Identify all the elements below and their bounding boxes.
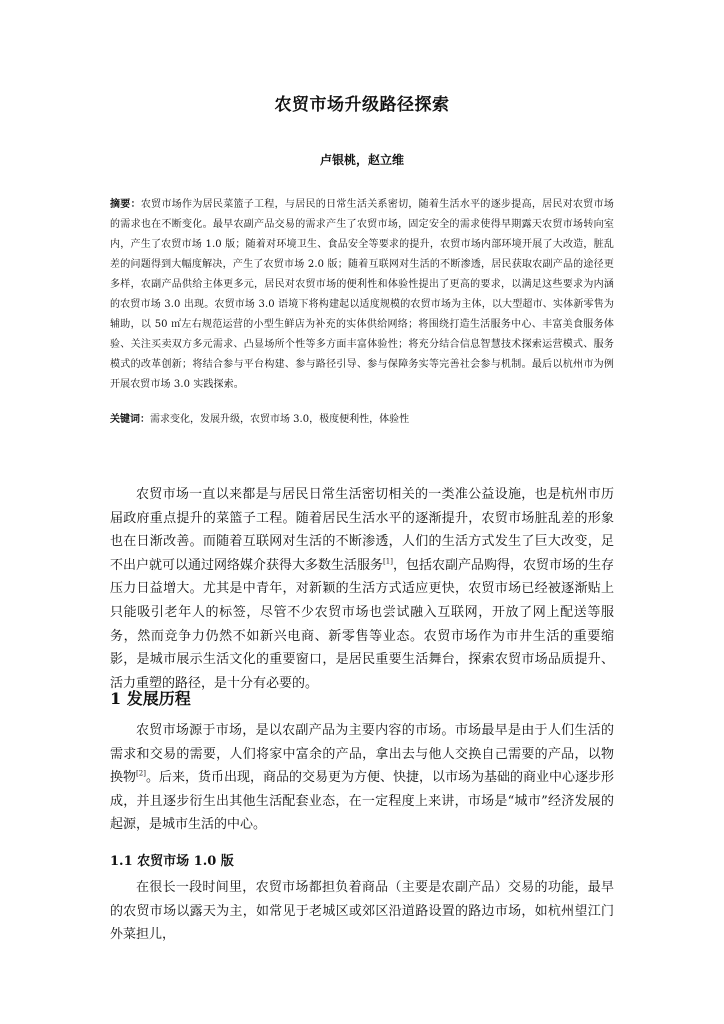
intro-text-part2: ，包括农副产品购得，农贸市场的生存压力日益增大。尤其是中青年，对新颖的生活方式适应更快，农贸市场已经被逐渐贴上只能吸引老年人的标签，尽管不少农贸市场也尝试融入互联网，开放了网上配送等服务，然而竞争力仍然不如新兴电商、新零售等业态。农贸市场作为市井生活的重要缩影，是城市展示生活文化的重要窗口，是居民重要生活舞台，探索农贸市场品质提升、活力重塑的路径，是十分有必要的。 [110, 557, 614, 691]
paper-title: 农贸市场升级路径探索 [274, 95, 450, 115]
section1-body [110, 719, 614, 837]
section1-text-part1: 农贸市场源于市场，是以农副产品为主要内容的市场。市场最早是由于人们生活的需求和交易的需要，人们将家中富余的产品，拿出去与他人交换自己需要的产品，以物换物 [110, 723, 614, 786]
subsection-1-1-body [110, 876, 614, 947]
citation-ref: [2] [136, 769, 146, 778]
abstract-text: 农贸市场作为居民菜篮子工程，与居民的日常生活关系密切，随着生活水平的逐步提高，居民对农贸市场的需求也在不断变化。最早农副产品交易的需求产生了农贸市场，固定安全的需求使得早期露天农贸市场转向室内，产生了农贸市场 1.0 版；随着对环境卫生、食品安全等要求的提升，农贸市场内部环境开展了大改造，脏乱差的问题得到大幅度解决，产生了农贸市场 2.0 版；随着互联网对生活的不断渗透，居民获取农副产品的途径更多样，农副产品供给主体更多元，居民对农贸市场的便利性和体验性提出了更高的要求，以满足这些要求为内涵的农贸市场 3.0 出现。农贸市场 3.0 语境下将构建起以适度规模的农贸市场为主体，以大型超市、实体新零售为辅助，以 50 ㎡左右规范运营的小型生鲜店为补充的实体供给网络；将围绕打造生活服务中心、丰富美食服务体验、关注买卖双方多元需求、凸显场所个性等多方面丰富体验性；将充分结合信息智慧技术探索运营模式、服务模式的改革创新；将结合参与平台构建、参与路径引导、参与保障务实等完善社会参与机制。最后以杭州市为例开展农贸市场 3.0 实践探索。 [110, 199, 614, 390]
intro-paragraph [110, 483, 614, 695]
keywords [110, 410, 614, 430]
subsection-heading-market-1-0: 1.1 农贸市场 1.0 版 [110, 854, 234, 869]
paper-authors: 卢银桃，赵立维 [319, 153, 404, 167]
keywords-text: 需求变化，发展升级，农贸市场 3.0，极度便利性，体验性 [150, 414, 410, 425]
section1-text-part2: 。后来，货币出现，商品的交易更为方便、快捷，以市场为基础的商业中心逐步形成，并且逐步衍生出其他生活配套业态，在一定程度上来讲，市场是“城市”经济发展的起源，是城市生活的中心。 [110, 770, 614, 833]
subsection-1-1-paragraph: 在很长一段时间里，农贸市场都担负着商品（主要是农副产品）交易的功能，最早的农贸市场以露天为主，如常见于老城区或郊区沿道路设置的路边市场，如杭州望江门外菜担儿， [110, 880, 614, 943]
abstract [110, 195, 614, 395]
intro-text-part1: 农贸市场一直以来都是与居民日常生活密切相关的一类准公益设施，也是杭州市历届政府重点提升的菜篮子工程。随着居民生活水平的逐渐提升，农贸市场脏乱差的形象也在日渐改善。而随着互联网对生活的不断渗透，人们的生活方式发生了巨大改变，足不出户就可以通过网络媒介获得大多数生活服务 [110, 487, 614, 573]
abstract-label: 摘要： [110, 199, 141, 210]
keywords-label: 关键词： [110, 414, 150, 425]
section-heading-development: 1 发展历程 [110, 689, 191, 708]
section1-paragraph [110, 719, 614, 837]
intro-section [110, 483, 614, 695]
citation-ref: [1] [383, 557, 393, 566]
